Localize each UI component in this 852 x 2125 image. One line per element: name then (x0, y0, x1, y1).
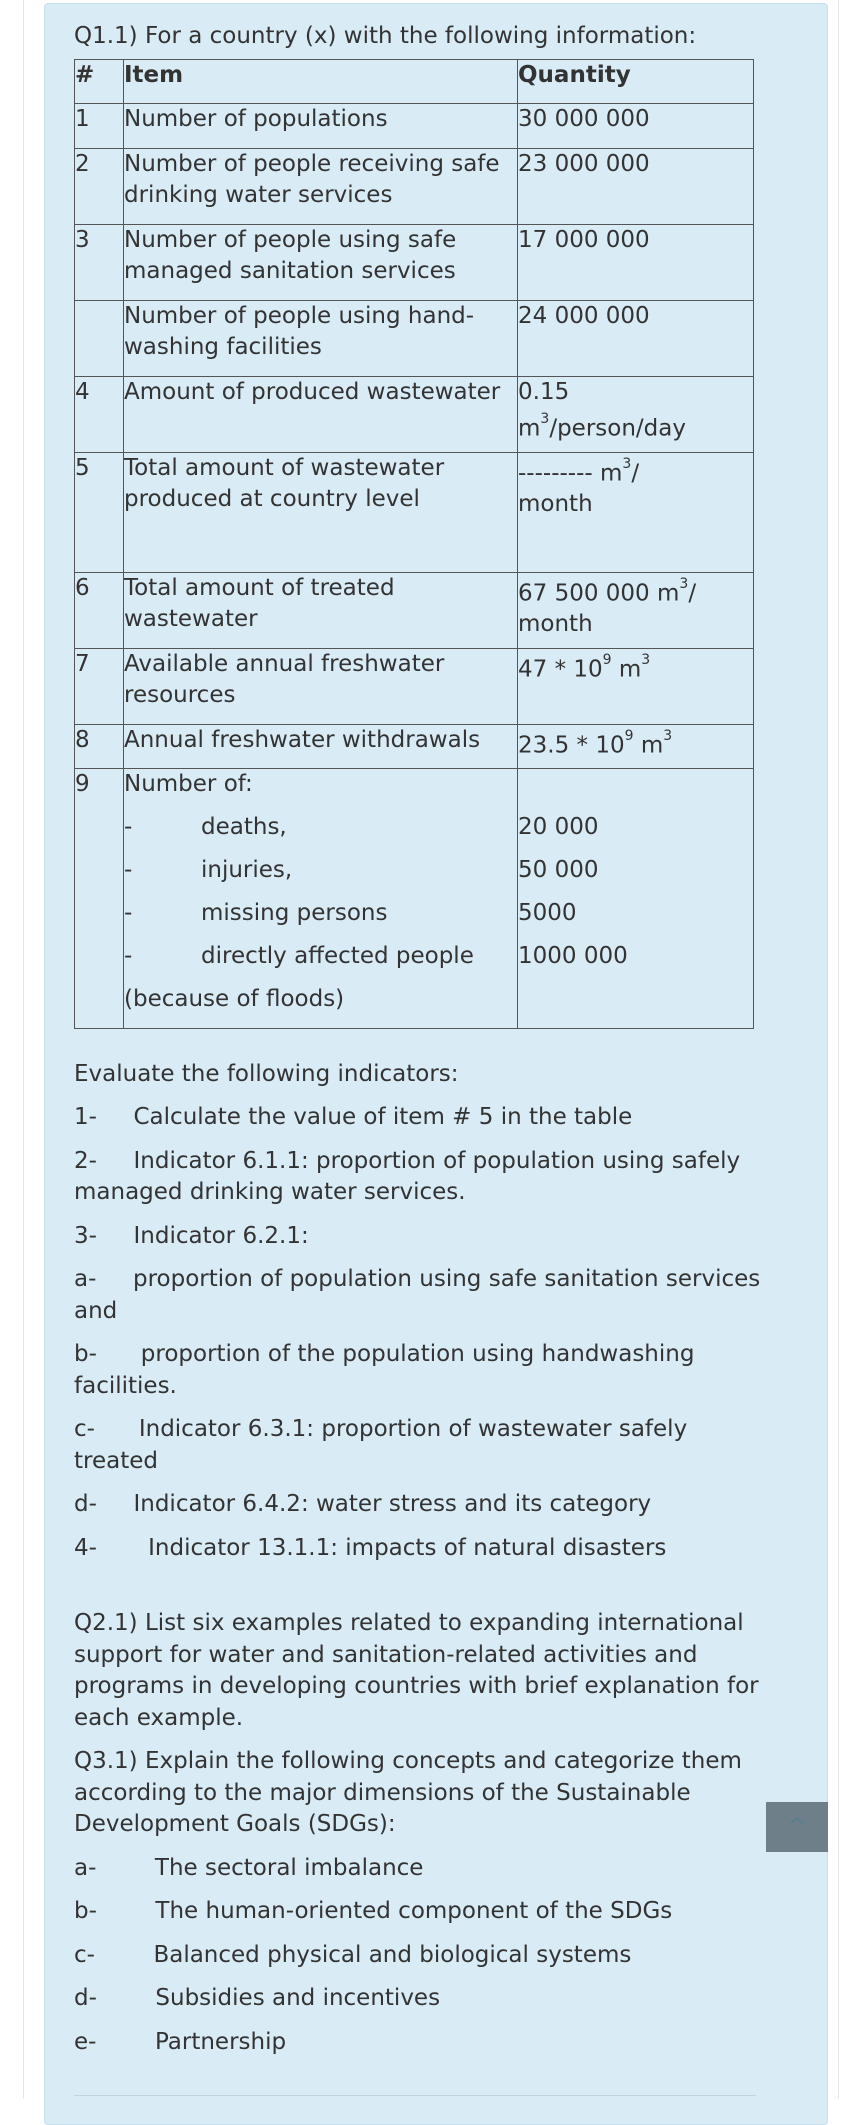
row-qty (518, 724, 754, 768)
item-text: Calculate the value of item # 5 in the table (133, 1104, 633, 1130)
bottom-divider (74, 2095, 756, 2096)
table-row (75, 376, 754, 452)
item-marker: e- (74, 2028, 97, 2055)
item-text: The human-oriented component of the SDGs (155, 1898, 673, 1924)
page-left-rule (23, 0, 24, 2099)
table-row (75, 148, 754, 224)
chevron-up-icon: ^ (786, 1813, 808, 1841)
row-qty: 30 000 000 (518, 103, 754, 148)
question-content (74, 0, 774, 2058)
row-item (124, 768, 518, 1028)
row-footer-note: (because of floods) (124, 985, 345, 1012)
item-text: Subsidies and incentives (155, 1985, 441, 2011)
row-num: 4 (75, 376, 124, 452)
qty-unit-rest: month (518, 611, 593, 638)
sub-qty: 5000 (518, 899, 577, 926)
qty-value: 47 * 10 (518, 656, 603, 683)
sub-item-label: missing persons (201, 899, 388, 926)
indicator-item (74, 1221, 774, 1253)
indicator-item (74, 1146, 774, 1209)
qty-value: 0.15 (518, 378, 570, 405)
row-qty: 23 000 000 (518, 148, 754, 224)
item-marker: d- (74, 1985, 97, 2011)
table-row (75, 103, 754, 148)
row-qty: 17 000 000 (518, 224, 754, 300)
table-row (75, 224, 754, 300)
row-num: 2 (75, 148, 124, 224)
row-item: Number of people using hand-washing facilities (124, 300, 518, 376)
row-num: 9 (75, 768, 124, 1028)
qty-unit: m (633, 732, 664, 759)
item-text: proportion of population using safe sanitation services and (74, 1266, 761, 1324)
indicator-item (74, 1264, 774, 1327)
qty-unit: / (688, 580, 697, 607)
item-marker: c- (74, 1941, 95, 1968)
qty-value: 67 500 000 m (518, 580, 680, 607)
sub-item (124, 898, 517, 941)
sub-item-label: directly affected people (201, 942, 474, 969)
item-marker: a- (74, 1266, 97, 1292)
qty-unit: m (611, 656, 642, 683)
table-row (75, 300, 754, 376)
dash-marker: - (124, 899, 133, 926)
qty-superscript: 3 (540, 410, 550, 427)
qty-unit: / (631, 460, 640, 487)
qty-superscript: 3 (663, 727, 673, 744)
item-text: Balanced physical and biological systems (153, 1941, 632, 1968)
evaluate-intro: Evaluate the following indicators: (74, 1060, 459, 1087)
concept-item (74, 1853, 774, 1885)
item-text: Indicator 6.4.2: water stress and its category (133, 1491, 652, 1517)
item-marker: a- (74, 1854, 97, 1881)
item-text: proportion of the population using handwashing facilities. (74, 1341, 695, 1399)
qty-superscript: 9 (624, 727, 634, 744)
table-row (75, 768, 754, 1028)
row-item: Total amount of treated wastewater (124, 572, 518, 648)
row-num: 1 (75, 103, 124, 148)
qty-value: --------- m (518, 460, 623, 487)
indicator-item (74, 1339, 774, 1402)
table-row (75, 724, 754, 768)
sub-qty: 50 000 (518, 856, 599, 883)
concept-item (74, 1940, 774, 1972)
row-num: 8 (75, 724, 124, 768)
item-marker: d- (74, 1491, 97, 1517)
row-qty (518, 648, 754, 724)
row-item: Total amount of wastewater produced at country level (124, 452, 518, 572)
q2-text: Q2.1) List six examples related to expanding international support for water and sanitation-related activities and programs in developing countries with brief explanation for each example. (74, 1610, 759, 1731)
row-item-label: Number of: (124, 770, 253, 797)
row-qty (518, 572, 754, 648)
row-num: 3 (75, 224, 124, 300)
row-item: Available annual freshwater resources (124, 648, 518, 724)
row-item: Number of populations (124, 103, 518, 148)
row-num: 6 (75, 572, 124, 648)
item-marker: 2- (74, 1147, 97, 1174)
sub-qty: 1000 000 (518, 942, 628, 969)
header-quantity: Quantity (518, 59, 754, 103)
item-text: Indicator 6.1.1: proportion of population using safely managed drinking water services. (74, 1147, 741, 1205)
qty-superscript: 3 (679, 575, 689, 592)
row-qty: 24 000 000 (518, 300, 754, 376)
row-item: Amount of produced wastewater (124, 376, 518, 452)
qty-unit-rest: /person/day (549, 415, 686, 442)
sub-item-label: deaths, (201, 813, 287, 840)
header-item: Item (124, 59, 518, 103)
q3-intro: Q3.1) Explain the following concepts and categorize them according to the major dimensions of the Sustainable Development Goals (SDGs): (74, 1748, 742, 1837)
sub-qty: 20 000 (518, 813, 599, 840)
item-marker: 3- (74, 1222, 97, 1249)
qty-unit-rest: month (518, 491, 593, 518)
concept-item (74, 2027, 774, 2059)
concept-item (74, 1983, 774, 2015)
table-row (75, 452, 754, 572)
dash-marker: - (124, 942, 133, 969)
sub-item-label: injuries, (201, 856, 293, 883)
scroll-to-top-button[interactable] (766, 1802, 828, 1852)
row-qty (518, 768, 754, 1028)
row-item: Number of people using safe managed sanitation services (124, 224, 518, 300)
sub-item (124, 812, 517, 855)
qty-superscript: 3 (641, 651, 651, 668)
indicator-item (74, 1489, 774, 1521)
row-qty (518, 376, 754, 452)
table-row (75, 648, 754, 724)
table-header-row (75, 59, 754, 103)
item-text: Indicator 13.1.1: impacts of natural disasters (148, 1534, 667, 1561)
item-text: The sectoral imbalance (154, 1854, 424, 1881)
q1-title: Q1.1) For a country (x) with the following information: (74, 23, 697, 49)
sub-item (124, 941, 517, 984)
dash-marker: - (124, 856, 133, 883)
item-text: Indicator 6.2.1: (133, 1222, 309, 1249)
indicator-item (74, 1414, 774, 1477)
row-num: 7 (75, 648, 124, 724)
item-marker: 4- (74, 1534, 97, 1561)
indicator-item (74, 1533, 774, 1565)
qty-superscript: 3 (622, 455, 632, 472)
sub-item (124, 855, 517, 898)
indicator-item (74, 1102, 774, 1134)
header-num: # (75, 59, 124, 103)
item-marker: 1- (74, 1104, 97, 1130)
table-row (75, 572, 754, 648)
item-text: Partnership (154, 2028, 287, 2055)
item-marker: b- (74, 1898, 97, 1924)
concept-item (74, 1896, 774, 1928)
qty-value: 23.5 * 10 (518, 732, 625, 759)
row-qty (518, 452, 754, 572)
dash-marker: - (124, 813, 133, 840)
qty-unit: m (518, 415, 541, 442)
row-num: 5 (75, 452, 124, 572)
row-item: Annual freshwater withdrawals (124, 724, 518, 768)
row-item: Number of people receiving safe drinking water services (124, 148, 518, 224)
row-num (75, 300, 124, 376)
qty-superscript: 9 (602, 651, 612, 668)
item-marker: c- (74, 1416, 95, 1442)
item-marker: b- (74, 1341, 97, 1367)
page-right-rule (838, 0, 839, 2099)
item-text: Indicator 6.3.1: proportion of wastewater safely treated (74, 1416, 688, 1474)
data-table (74, 59, 754, 1029)
